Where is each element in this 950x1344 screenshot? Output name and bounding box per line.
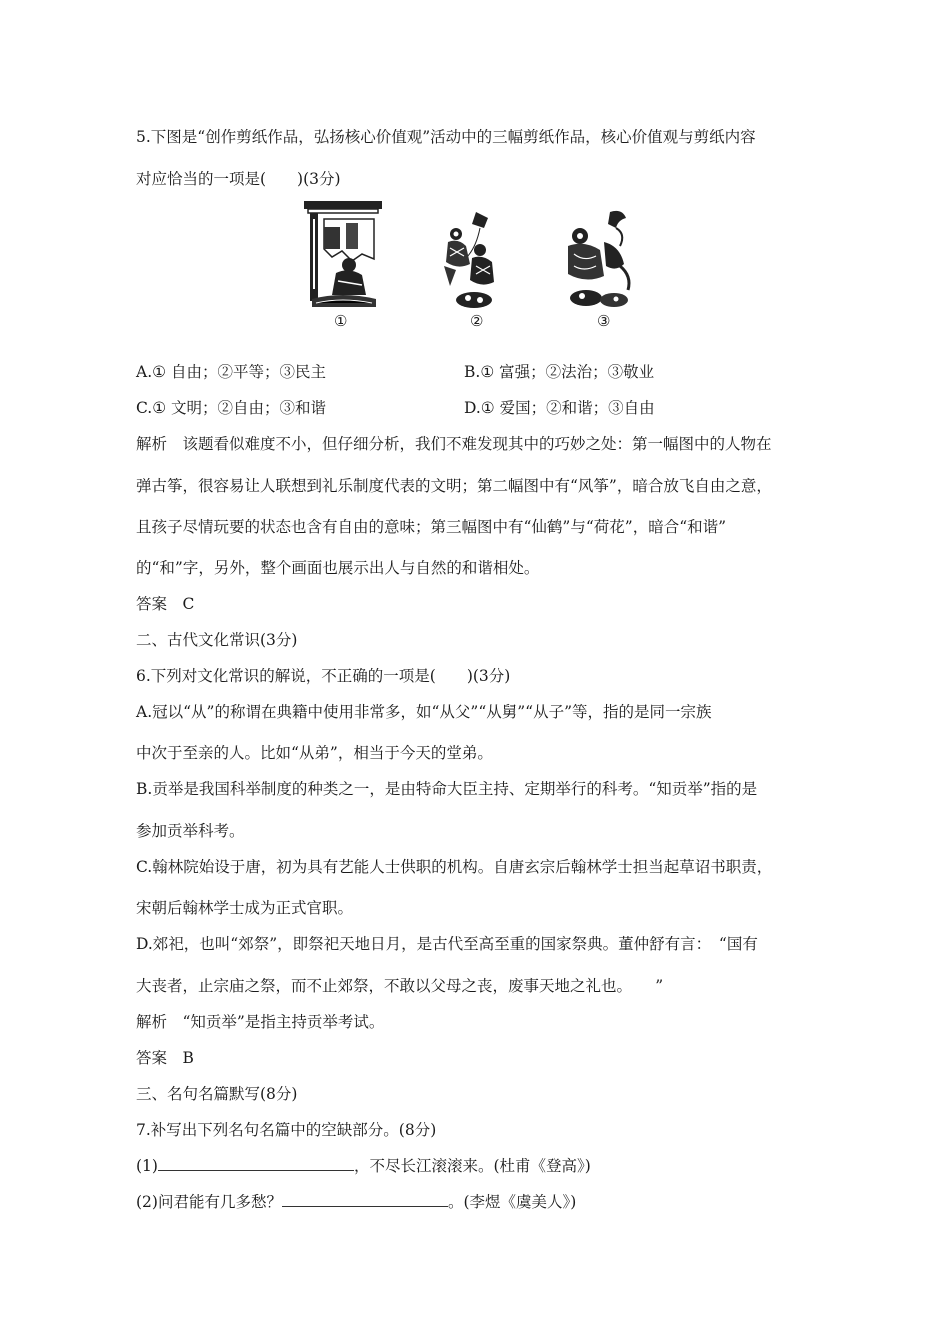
q5-option-c: C.① 文明；②自由；③和谐 (136, 399, 327, 417)
papercut-image-3 (560, 206, 640, 312)
q5-answer: 答案 C (136, 595, 195, 613)
q7-item-2-blank[interactable] (282, 1192, 448, 1207)
q6-option-b-line2: 参加贡举科考。 (136, 822, 245, 840)
q6-option-c-line1: C.翰林院始设于唐，初为具有艺能人士供职的机构。自唐玄宗后翰林学士担当起草诏书职责， (136, 858, 773, 876)
q5-option-b: B.① 富强；②法治；③敬业 (464, 363, 655, 381)
q7-item-2-suffix: 。(李煜《虞美人》) (447, 1193, 577, 1211)
q5-stem-line1: 5.下图是“创作剪纸作品，弘扬核心价值观”活动中的三幅剪纸作品，核心价值观与剪纸内容 (136, 128, 756, 146)
q7-stem: 7.补写出下列名句名篇中的空缺部分。(8分) (136, 1121, 437, 1139)
image-caption-1: ① (334, 312, 348, 330)
q5-analysis-line1: 解析 该题看似难度不小，但仔细分析，我们不难发现其中的巧妙之处：第一幅图中的人物在 (136, 435, 772, 453)
q5-analysis-line4: 的“和”字，另外，整个画面也展示出人与自然的和谐相处。 (136, 559, 540, 577)
q5-stem-line2: 对应恰当的一项是( )(3分) (136, 170, 341, 188)
q5-analysis-line3: 且孩子尽情玩要的状态也含有自由的意味；第三幅图中有“仙鹤”与“荷花”，暗合“和谐” (136, 518, 727, 536)
q7-item-1 (136, 1156, 591, 1176)
q6-option-d-line1: D.郊祀，也叫“郊祭”，即祭祀天地日月，是古代至高至重的国家祭典。董仲舒有言： “国有 (136, 935, 758, 953)
image-caption-2: ② (470, 312, 484, 330)
papercut-image-1 (302, 199, 384, 311)
papercut-image-2 (436, 208, 512, 312)
q7-item-2-prefix: (2)问君能有几多愁？ (136, 1193, 282, 1211)
q7-item-1-blank[interactable] (158, 1156, 354, 1171)
q5-option-d: D.① 爱国；②和谐；③自由 (464, 399, 655, 417)
q7-item-2 (136, 1192, 576, 1212)
q5-option-a: A.① 自由；②平等；③民主 (136, 363, 326, 381)
q6-analysis: 解析 “知贡举”是指主持贡举考试。 (136, 1013, 385, 1031)
q6-option-c-line2: 宋朝后翰林学士成为正式官职。 (136, 899, 354, 917)
q6-answer: 答案 B (136, 1049, 194, 1067)
q6-option-a-line2: 中次于至亲的人。比如“从弟”，相当于今天的堂弟。 (136, 744, 493, 762)
q6-stem: 6.下列对文化常识的解说，不正确的一项是( )(3分) (136, 667, 511, 685)
section-title-3: 三、名句名篇默写(8分) (136, 1085, 298, 1103)
q7-item-1-prefix: (1) (136, 1157, 158, 1175)
q7-item-1-suffix: ，不尽长江滚滚来。(杜甫《登高》) (353, 1157, 591, 1175)
q6-option-b-line1: B.贡举是我国科举制度的种类之一，是由特命大臣主持、定期举行的科考。“知贡举”指的是 (136, 780, 758, 798)
q5-analysis-line2: 弹古筝，很容易让人联想到礼乐制度代表的文明；第二幅图中有“风筝”，暗合放飞自由之意， (136, 477, 772, 495)
section-title-2: 二、古代文化常识(3分) (136, 631, 298, 649)
image-caption-3: ③ (597, 312, 611, 330)
q6-option-d-line2: 大丧者，止宗庙之祭，而不止郊祭，不敢以父母之丧，废事天地之礼也。 ” (136, 977, 664, 995)
q6-option-a-line1: A.冠以“从”的称谓在典籍中使用非常多，如“从父”“从舅”“从子”等，指的是同一宗族 (136, 703, 712, 721)
